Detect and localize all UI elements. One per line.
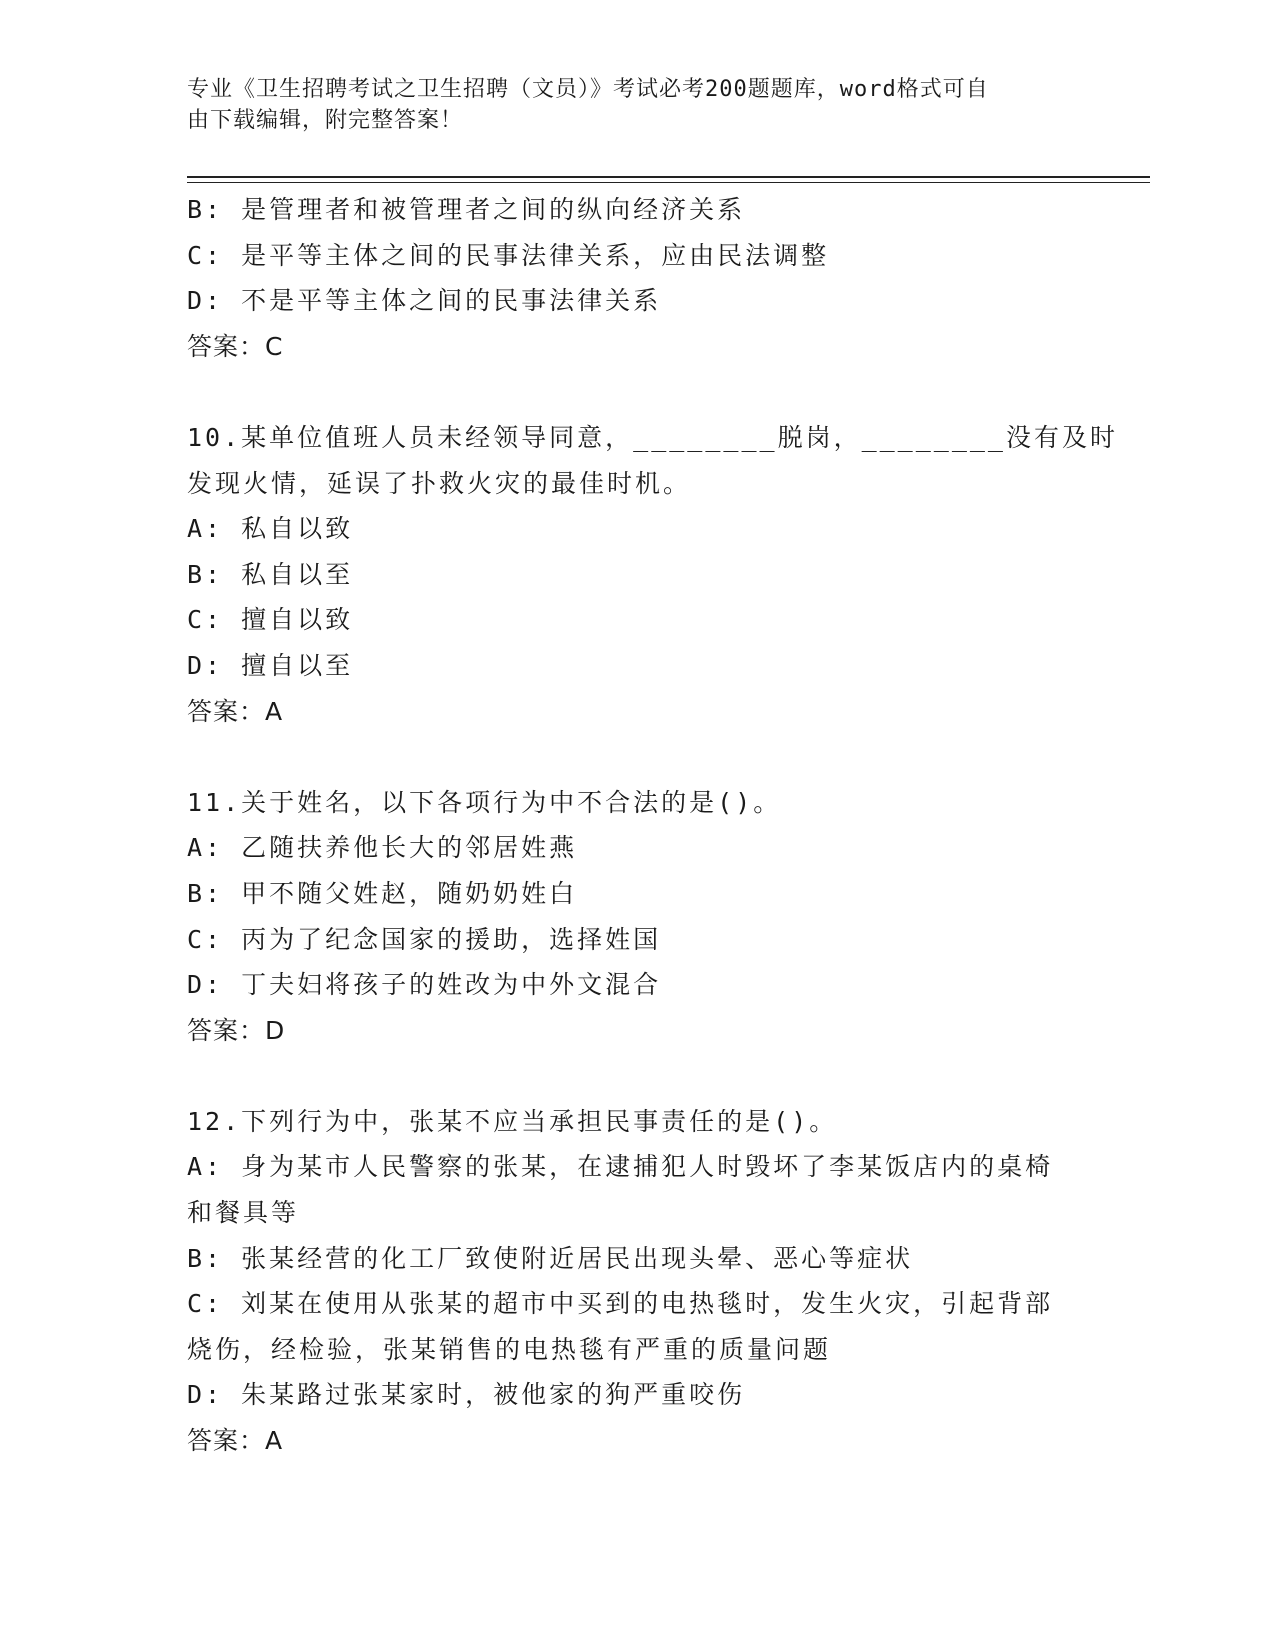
option-a: A: 身为某市人民警察的张某，在逮捕犯人时毁坏了李某饭店内的桌椅 (187, 1152, 1054, 1182)
option-b: B: 张某经营的化工厂致使附近居民出现头晕、恶心等症状 (187, 1243, 914, 1273)
option-a: A: 乙随扶养他长大的邻居姓燕 (187, 833, 578, 863)
question-stem-line: 发现火情，延误了扑救火灾的最佳时机。 (187, 468, 692, 498)
option-d: D: 朱某路过张某家时，被他家的狗严重咬伤 (187, 1380, 746, 1410)
question-10 (187, 415, 1118, 734)
question-9-continuation (187, 187, 1087, 369)
option-c: C: 丙为了纪念国家的援助，选择姓国 (187, 924, 662, 954)
question-stem-line: 11.关于姓名，以下各项行为中不合法的是()。 (187, 787, 782, 817)
option-c-continuation: 烧伤，经检验，张某销售的电热毯有严重的质量问题 (187, 1334, 832, 1364)
header-divider-thin (187, 182, 1150, 183)
answer-line: 答案：C (187, 331, 284, 361)
option-c: C: 是平等主体之间的民事法律关系，应由民法调整 (187, 240, 830, 270)
question-11 (187, 780, 1087, 1054)
header-line-1: 专业《卫生招聘考试之卫生招聘（文员）》考试必考200题题库，word格式可自 (187, 77, 989, 102)
question-content (187, 187, 1118, 1464)
option-a: A: 私自以致 (187, 514, 354, 544)
header-line-2: 由下载编辑，附完整答案！ (187, 108, 464, 133)
option-c: C: 擅自以致 (187, 605, 354, 635)
question-stem-line: 10.某单位值班人员未经领导同意，________脱岗，________没有及时 (187, 422, 1118, 452)
answer-line: 答案：A (187, 696, 284, 726)
answer-line: 答案：A (187, 1426, 284, 1456)
header-divider-thick (187, 176, 1150, 178)
option-b: B: 私自以至 (187, 559, 354, 589)
document-header (187, 74, 1067, 136)
option-b: B: 是管理者和被管理者之间的纵向经济关系 (187, 195, 746, 224)
question-12 (187, 1099, 1087, 1464)
option-d: D: 擅自以至 (187, 650, 354, 680)
option-a-continuation: 和餐具等 (187, 1198, 300, 1228)
option-d: D: 丁夫妇将孩子的姓改为中外文混合 (187, 970, 662, 1000)
answer-line: 答案：D (187, 1015, 286, 1045)
question-stem-line: 12.下列行为中，张某不应当承担民事责任的是()。 (187, 1106, 838, 1136)
option-d: D: 不是平等主体之间的民事法律关系 (187, 286, 662, 316)
option-c: C: 刘某在使用从张某的超市中买到的电热毯时，发生火灾，引起背部 (187, 1289, 1054, 1319)
option-b: B: 甲不随父姓赵，随奶奶姓白 (187, 878, 578, 908)
